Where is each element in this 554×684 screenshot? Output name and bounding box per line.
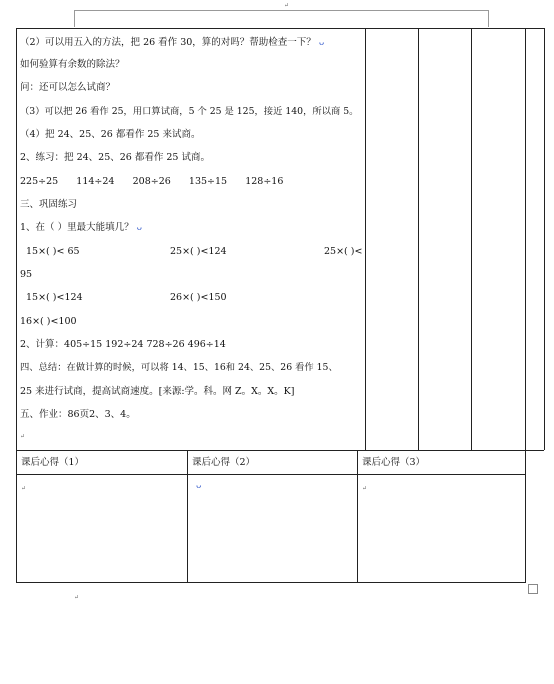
column-divider-4 [525,28,526,583]
exercise-item: 15×( )<124 [26,292,83,303]
text-line: 1、在（ ）里最大能填几？ ᴗ [20,222,143,233]
reflection-divider-2 [357,450,358,583]
reflection-divider-1 [187,450,188,583]
column-divider-1 [365,28,366,450]
paragraph-mark: ↵ [284,2,290,9]
table-right-border [544,28,545,450]
table-resize-handle[interactable] [528,584,538,594]
exercise-item: 25×( )<124 [170,246,227,257]
text-line: 如何验算有余数的除法？ [20,59,125,70]
header-margin-left [74,10,75,27]
text-line: 问：还可以怎么试商？ [20,82,116,93]
section-divider [16,450,544,451]
paragraph-mark: ↵ [74,594,80,601]
reflection-header-1: 课后心得（1） [21,457,85,468]
text-line: （2）可以用五入的方法，把 26 看作 30，算的对吗？帮助检查一下？ ᴗ [20,37,325,48]
text-line: 25 来进行试商，提高试商速度。[来源:学。科。网 Z。X。X。K] [20,386,295,397]
header-margin-right [488,10,489,27]
section-heading: 三、巩固练习 [20,199,78,210]
exercise-item: 15×( )< 65 [26,246,80,257]
text-line: 四、总结：在做计算的时候，可以将 14、15、16和 24、25、26 看作 15、 [20,362,338,373]
text-line: 五、作业：86页2、3、4。 [20,409,136,420]
exercise-item: 95 [20,269,33,280]
table-top-border [16,28,544,29]
spellcheck-squiggle: ᴗ [136,223,143,233]
text-line: （3）可以把 26 看作 25，用口算试商，5 个 25 是 125，接近 140，所以商 5。 [20,106,359,117]
paragraph-mark: ↵ [362,485,368,492]
paragraph-mark: ↵ [20,433,26,440]
paragraph-mark: ↵ [21,485,27,492]
text-line: 225÷25 114÷24 208÷26 135÷15 128÷16 [20,176,284,187]
text-line: 2、计算：405÷15 192÷24 728÷26 496÷14 [20,339,226,350]
reflection-header-2: 课后心得（2） [192,457,256,468]
reflection-header-divider [16,474,526,475]
spellcheck-squiggle: ᴗ [318,38,325,48]
exercise-item: 16×( )<100 [20,316,77,327]
text-line: （4）把 24、25、26 都看作 25 来试商。 [20,129,201,140]
exercise-item: 26×( )<150 [170,292,227,303]
column-divider-2 [418,28,419,450]
spellcheck-squiggle: ᴗ [196,481,202,491]
exercise-item: 25×( )< [324,246,363,257]
column-divider-3 [471,28,472,450]
header-margin-line [74,10,488,11]
reflection-header-3: 课后心得（3） [362,457,426,468]
table-left-border [16,28,17,583]
table-bottom-border [16,582,526,583]
text-line: 2、练习：把 24、25、26 都看作 25 试商。 [20,152,210,163]
